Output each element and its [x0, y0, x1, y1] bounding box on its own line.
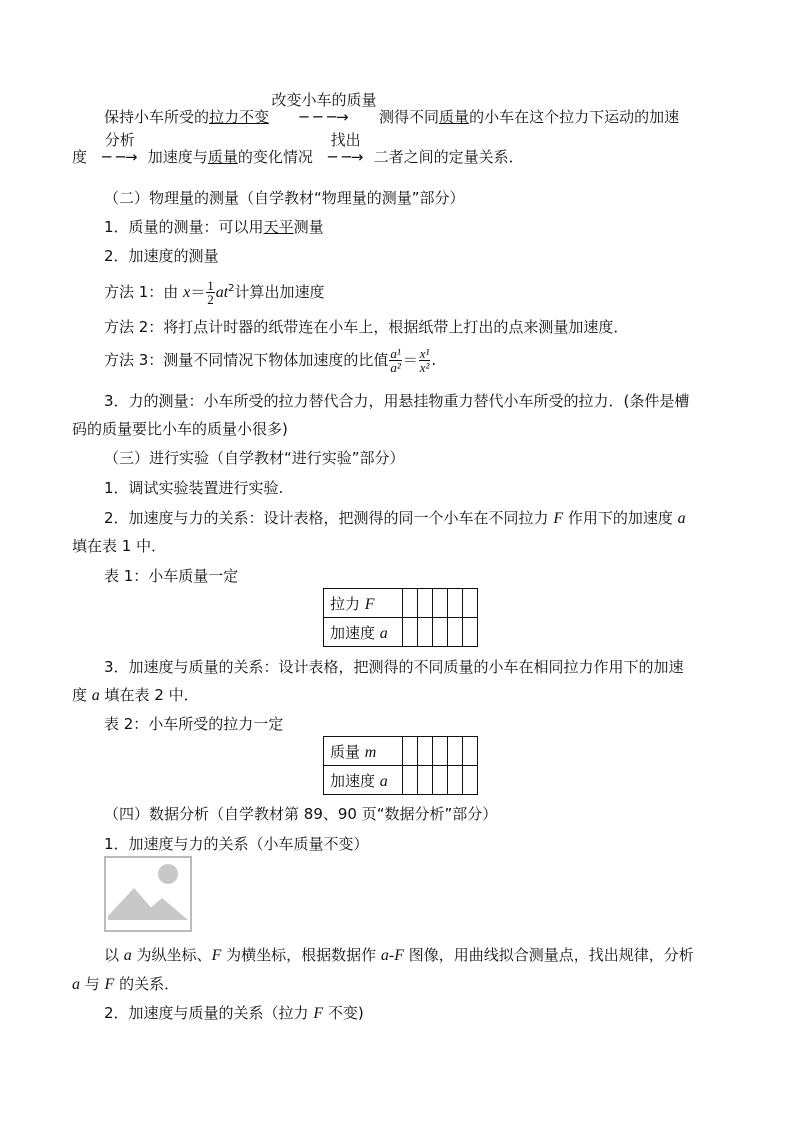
table-caption: 表 1：小车质量一定: [104, 567, 239, 585]
fraction: [389, 347, 401, 374]
section-heading: （四）数据分析（自学教材第 89、90 页“数据分析”部分）: [104, 805, 498, 823]
text: 2．加速度与力的关系：设计表格，把测得的同一个小车在不同拉力: [104, 509, 554, 527]
para-line: [104, 216, 324, 238]
text: 与: [80, 975, 105, 993]
text: 为纵坐标、: [131, 946, 212, 964]
para-line: [104, 507, 686, 530]
para-line: 3．加速度与质量的关系：设计表格，把测得的不同质量的小车在相同拉力作用下的加速: [104, 658, 684, 676]
text: 方法 1：由: [104, 283, 184, 301]
para-line: [104, 91, 680, 128]
table-row: [324, 589, 478, 618]
para-line: 方法 2：将打点计时器的纸带连在小车上，根据纸带上打出的点来测量加速度．: [104, 318, 629, 336]
table-cell: [463, 737, 478, 766]
table-cell: [418, 766, 433, 795]
math-var: a: [123, 947, 132, 964]
table-cell: [463, 618, 478, 647]
para-line: 码的质量要比小车的质量小很多): [72, 420, 288, 438]
arrow-label: 分析 ─ ─→: [92, 146, 148, 168]
math-op: ＝: [190, 283, 206, 301]
text: .: [431, 351, 437, 369]
table-2: [323, 736, 478, 795]
table-cell: [448, 589, 463, 618]
text: 以: [104, 946, 124, 964]
para-line: [104, 278, 325, 306]
arrow-caption: 分析: [104, 131, 135, 149]
text: 的小车在这个拉力下运动的加速: [469, 108, 680, 126]
table-cell: [433, 589, 448, 618]
text: 作用下的加速度: [563, 509, 678, 527]
table-cell: [448, 737, 463, 766]
table-row: [324, 737, 478, 766]
denominator: x²: [419, 360, 430, 375]
math-var: F: [364, 595, 375, 613]
table-1: [323, 588, 478, 647]
para-line: [104, 1002, 364, 1025]
math-var: a: [677, 510, 686, 527]
label-text: 拉力: [330, 594, 365, 613]
text: 2．加速度与质量的关系（拉力: [104, 1004, 314, 1022]
math-op: ＝: [402, 351, 418, 369]
para-line: [72, 131, 524, 168]
arrow-caption: 改变小车的质量: [271, 91, 377, 109]
math-var: at: [215, 284, 229, 301]
image-placeholder-icon: [106, 858, 190, 930]
table-caption: 表 2：小车所受的拉力一定: [104, 715, 284, 733]
superscript: 2: [228, 283, 235, 294]
math-var: a: [91, 687, 100, 704]
table-cell: [448, 618, 463, 647]
denominator: a²: [390, 360, 401, 375]
math-var: m: [364, 743, 377, 761]
label-text: 质量: [330, 742, 365, 761]
table-cell: [403, 737, 418, 766]
math-var: x: [183, 284, 191, 301]
table-cell: [403, 766, 418, 795]
math-var: F: [211, 947, 222, 964]
math-var: a-F: [380, 947, 404, 964]
text: 的关系．: [114, 975, 180, 993]
text: 测量: [293, 218, 324, 236]
text: 图像，用曲线拟合测量点，找出规律，分析: [404, 946, 694, 964]
row-label: [324, 589, 403, 618]
para-line: [72, 684, 199, 707]
text: 二者之间的定量关系．: [373, 148, 524, 166]
para-line: [104, 347, 436, 374]
table-cell: [418, 618, 433, 647]
text: 测得不同: [379, 108, 440, 126]
underlined-text: 拉力不变: [209, 108, 270, 126]
underlined-text: 天平: [263, 218, 294, 236]
text: 不变): [323, 1004, 364, 1022]
numerator: a¹: [390, 346, 401, 361]
table-cell: [433, 766, 448, 795]
table-row: [324, 766, 478, 795]
text: 为横坐标，根据数据作: [221, 946, 381, 964]
table-cell: [418, 589, 433, 618]
row-label: [324, 618, 403, 647]
row-label: [324, 737, 403, 766]
para-line: 1．加速度与力的关系（小车质量不变）: [104, 835, 369, 853]
fraction: [206, 279, 215, 306]
text: 1．质量的测量：可以用: [104, 218, 264, 236]
table-cell: [448, 766, 463, 795]
table-cell: [463, 589, 478, 618]
numerator: x¹: [419, 346, 430, 361]
arrow-label: 改变小车的质量 ─ ─ ─→: [269, 106, 379, 128]
table-row: [324, 618, 478, 647]
table-cell: [403, 618, 418, 647]
text: 度: [72, 686, 92, 704]
text: 加速度与: [147, 148, 208, 166]
math-var: F: [553, 510, 564, 527]
arrow-label: 找出 ─ ─→: [318, 146, 374, 168]
text: 计算出加速度: [234, 283, 325, 301]
text: 填在表 2 中．: [99, 686, 199, 704]
table-cell: [403, 589, 418, 618]
para-line: 2．加速度的测量: [104, 247, 219, 265]
section-heading: （三）进行实验（自学教材“进行实验”部分）: [104, 449, 405, 467]
math-var: F: [104, 976, 115, 993]
image-placeholder: [104, 856, 192, 932]
fraction: [419, 347, 431, 374]
underlined-text: 质量: [207, 148, 238, 166]
table-cell: [433, 737, 448, 766]
para-line: 3．力的测量：小车所受的拉力替代合力，用悬挂物重力替代小车所受的拉力．(条件是槽: [104, 392, 690, 410]
section-heading: （二）物理量的测量（自学教材“物理量的测量”部分）: [104, 189, 465, 207]
text: 的变化情况: [237, 148, 313, 166]
arrow-caption: 找出: [330, 131, 361, 149]
table-cell: [433, 618, 448, 647]
math-var: a: [379, 624, 388, 642]
para-line: [104, 944, 694, 967]
math-var: a: [379, 772, 388, 790]
text: 保持小车所受的: [104, 108, 210, 126]
table-cell: [418, 737, 433, 766]
math-var: F: [313, 1005, 324, 1022]
para-line: 1．调试实验装置进行实验.: [104, 479, 284, 497]
math-var: a: [72, 976, 80, 993]
label-text: 加速度: [330, 623, 380, 642]
para-line: 填在表 1 中．: [72, 537, 167, 555]
denominator: 2: [207, 292, 214, 307]
para-line: [72, 973, 179, 996]
numerator: 1: [207, 278, 214, 293]
label-text: 加速度: [330, 771, 380, 790]
table-cell: [463, 766, 478, 795]
underlined-text: 质量: [439, 108, 470, 126]
text: 度: [72, 148, 88, 166]
row-label: [324, 766, 403, 795]
text: 方法 3：测量不同情况下物体加速度的比值: [104, 351, 389, 369]
